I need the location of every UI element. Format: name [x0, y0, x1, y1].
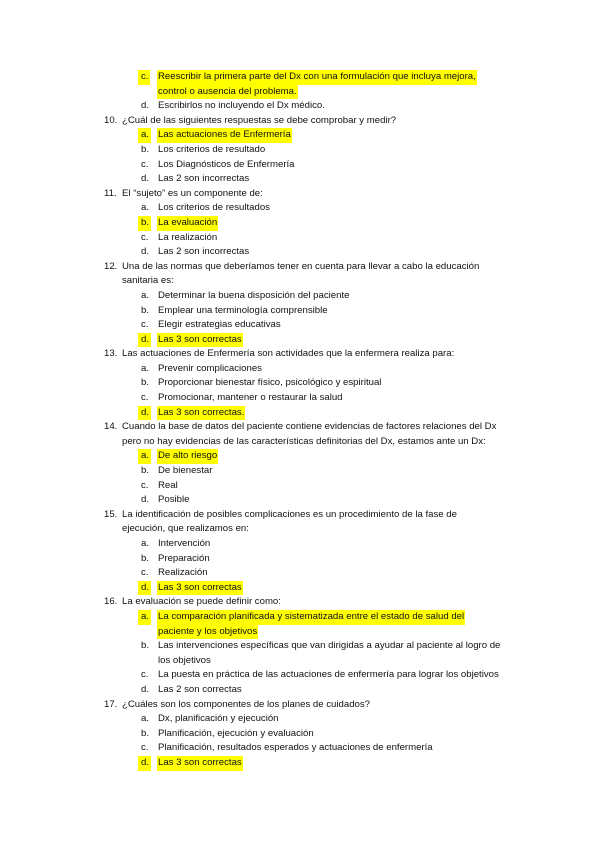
option-text: De alto riesgo: [157, 449, 218, 464]
option-letter: a.: [141, 202, 150, 214]
option-line: [0, 537, 600, 552]
question-line: [0, 114, 600, 129]
option-line: [0, 99, 600, 114]
option-letter: a.: [141, 713, 150, 725]
option-line: [0, 683, 600, 698]
option-letter: a.: [141, 538, 150, 549]
option-line: [0, 493, 600, 508]
option-letter: b.: [141, 640, 150, 652]
option-line: [0, 85, 600, 100]
option-letter: b.: [141, 377, 150, 389]
option-text: Emplear una terminología comprensible: [158, 304, 328, 316]
question-line: [0, 435, 600, 450]
option-line: [0, 406, 600, 421]
question-list: [0, 70, 600, 771]
option-text: control o ausencia del problema.: [157, 85, 298, 100]
option-text: Los criterios de resultados: [158, 202, 270, 214]
option-text: La evaluación: [157, 216, 218, 231]
option-line: [0, 201, 600, 216]
option-line: [0, 333, 600, 348]
question-text: Las actuaciones de Enfermería son actividades que la enfermera realiza para:: [122, 348, 455, 360]
option-letter: c.: [141, 567, 149, 579]
option-text: Las 2 son correctas: [158, 683, 242, 695]
question-line: [0, 347, 600, 362]
option-text: Posible: [158, 494, 190, 506]
option-text: Dx, planificación y ejecución: [158, 713, 279, 725]
option-text: La puesta en práctica de las actuaciones de enfermería para lograr los objetivos: [158, 669, 499, 681]
option-text: Determinar la buena disposición del paciente: [158, 289, 350, 301]
question-line: [0, 260, 600, 275]
option-letter: a.: [138, 610, 151, 625]
question-line: [0, 187, 600, 202]
option-line: [0, 245, 600, 260]
option-line: [0, 552, 600, 567]
option-line: [0, 216, 600, 231]
option-letter: a.: [141, 362, 150, 374]
option-text: Proporcionar bienestar físico, psicológico y espiritual: [158, 377, 382, 389]
option-line: [0, 318, 600, 333]
option-letter: d.: [138, 333, 151, 348]
option-letter: d.: [138, 756, 151, 771]
option-text: Las 2 son incorrectas: [158, 173, 250, 185]
question-line: [0, 508, 600, 523]
option-letter: d.: [141, 100, 150, 112]
option-letter: d.: [138, 406, 151, 421]
question-number: 14.: [104, 421, 118, 433]
question-text: ¿Cuáles son los componentes de los planes de cuidados?: [122, 698, 370, 710]
option-letter: a.: [138, 128, 151, 143]
question-text: sanitaria es:: [122, 275, 174, 287]
option-text: Las actuaciones de Enfermería: [157, 128, 292, 143]
option-text: La comparación planificada y sistematizada entre el estado de salud del: [157, 610, 465, 625]
option-line: [0, 464, 600, 479]
question-text: Una de las normas que deberíamos tener en cuenta para llevar a cabo la educación: [122, 260, 480, 272]
option-letter: c.: [141, 392, 149, 404]
option-line: [0, 70, 600, 85]
option-text: paciente y los objetivos: [157, 625, 258, 640]
question-text: La identificación de posibles complicaciones es un procedimiento de la fase de: [122, 508, 457, 520]
option-line: [0, 625, 600, 640]
option-text: Las 3 son correctas: [157, 333, 243, 348]
option-text: Reescribir la primera parte del Dx con una formulación que incluya mejora,: [157, 70, 477, 85]
option-line: [0, 756, 600, 771]
option-letter: c.: [141, 742, 149, 754]
option-text: Intervención: [158, 538, 211, 549]
option-letter: c.: [138, 70, 150, 85]
question-number: 12.: [104, 260, 118, 272]
option-text: Escribirlos no incluyendo el Dx médico.: [158, 100, 325, 112]
option-text: Las 2 son incorrectas: [158, 246, 250, 258]
option-line: [0, 741, 600, 756]
option-text: Las 3 son correctas.: [157, 406, 245, 421]
option-line: [0, 639, 600, 654]
option-letter: b.: [138, 216, 151, 231]
option-line: [0, 231, 600, 246]
question-line: [0, 698, 600, 713]
option-line: [0, 668, 600, 683]
option-line: [0, 654, 600, 669]
option-line: [0, 128, 600, 143]
option-letter: c.: [141, 669, 149, 681]
option-text: Los criterios de resultado: [158, 143, 266, 155]
option-text: Las 3 son correctas: [157, 756, 243, 771]
question-number: 15.: [104, 508, 118, 520]
question-number: 16.: [104, 596, 118, 608]
option-line: [0, 304, 600, 319]
option-line: [0, 566, 600, 581]
option-letter: a.: [138, 449, 151, 464]
question-line: [0, 420, 600, 435]
option-letter: b.: [141, 552, 150, 564]
question-text: pero no hay evidencias de las características definitorias del Dx, estamos ante un Dx:: [122, 435, 486, 447]
option-text: Elegir estrategias educativas: [158, 319, 281, 331]
option-text: Planificación, resultados esperados y actuaciones de enfermería: [158, 742, 433, 754]
option-text: De bienestar: [158, 465, 213, 477]
question-number: 17.: [104, 698, 118, 710]
question-text: ejecución, que realizamos en:: [122, 523, 249, 535]
question-line: [0, 274, 600, 289]
option-letter: c.: [141, 158, 149, 170]
question-text: ¿Cuál de las siguientes respuestas se debe comprobar y medir?: [122, 114, 397, 126]
option-line: [0, 391, 600, 406]
option-text: Las intervenciones específicas que van dirigidas a ayudar al paciente al logro de: [158, 640, 501, 652]
option-letter: b.: [141, 727, 150, 739]
question-number: 10.: [104, 114, 118, 126]
option-letter: b.: [141, 143, 150, 155]
option-letter: d.: [138, 581, 151, 596]
option-line: [0, 289, 600, 304]
option-line: [0, 376, 600, 391]
option-text: Los Diagnósticos de Enfermería: [158, 158, 295, 170]
option-line: [0, 143, 600, 158]
question-line: [0, 522, 600, 537]
option-line: [0, 449, 600, 464]
option-line: [0, 712, 600, 727]
option-letter: b.: [141, 465, 150, 477]
option-letter: d.: [141, 173, 150, 185]
option-letter: b.: [141, 304, 150, 316]
option-line: [0, 479, 600, 494]
option-text: los objetivos: [158, 654, 211, 666]
option-text: Real: [158, 479, 178, 491]
option-text: Realización: [158, 567, 208, 579]
option-letter: d.: [141, 246, 150, 258]
option-letter: c.: [141, 231, 149, 243]
question-line: [0, 595, 600, 610]
option-line: [0, 610, 600, 625]
option-line: [0, 727, 600, 742]
question-number: 13.: [104, 348, 118, 360]
option-line: [0, 172, 600, 187]
option-line: [0, 581, 600, 596]
option-text: Preparación: [158, 552, 210, 564]
option-text: Promocionar, mantener o restaurar la salud: [158, 392, 343, 404]
question-text: La evaluación se puede definir como:: [122, 596, 281, 608]
question-number: 11.: [104, 187, 117, 199]
option-line: [0, 158, 600, 173]
option-text: Las 3 son correctas: [157, 581, 243, 596]
option-text: Planificación, ejecución y evaluación: [158, 727, 314, 739]
option-letter: d.: [141, 683, 150, 695]
option-text: La realización: [158, 231, 218, 243]
question-text: Cuando la base de datos del paciente contiene evidencias de factores relaciones del Dx: [122, 421, 497, 433]
option-letter: c.: [141, 479, 149, 491]
option-text: Prevenir complicaciones: [158, 362, 262, 374]
question-text: El “sujeto” es un componente de:: [122, 187, 263, 199]
option-letter: a.: [141, 289, 150, 301]
option-letter: c.: [141, 319, 149, 331]
option-letter: d.: [141, 494, 150, 506]
option-line: [0, 362, 600, 377]
